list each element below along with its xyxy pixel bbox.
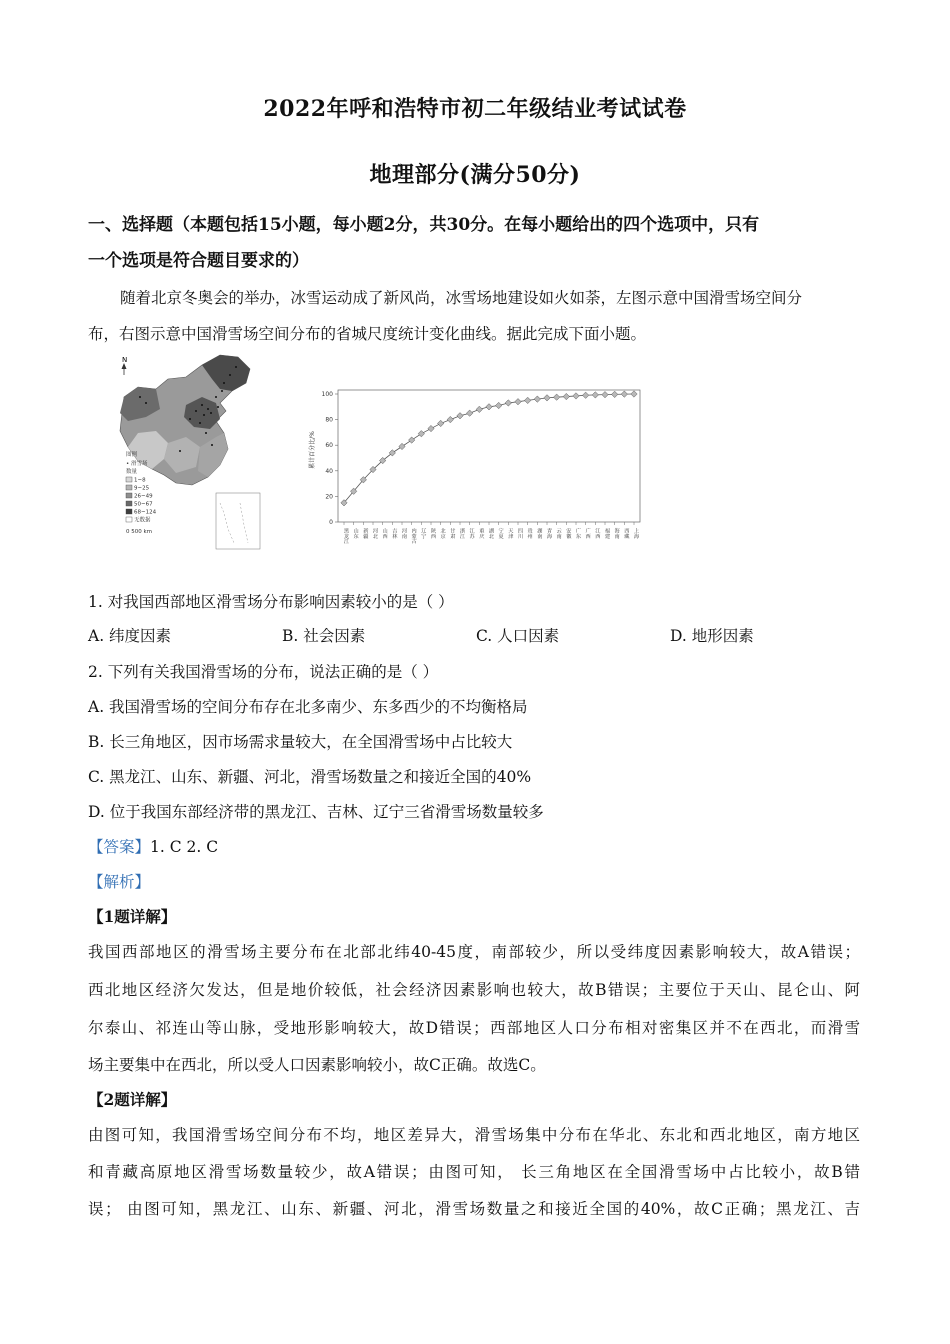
data-point — [515, 398, 521, 404]
detail1-line3: 尔泰山、祁连山等山脉，受地形影响较大，故D错误；西部地区人口分布相对密集区并不在西北，而滑雪 — [88, 1019, 860, 1037]
x-tick-label: 湖北 — [488, 528, 494, 539]
data-point — [466, 410, 472, 416]
detail2-line3: 误； 由图可知，黑龙江、山东、新疆、河北，滑雪场数量之和接近全国的40%，故C正确；黑龙江、吉 — [88, 1200, 860, 1218]
x-tick-label: 山西 — [381, 528, 388, 539]
q2-option-d: D. 位于我国东部经济带的黑龙江、吉林、辽宁三省滑雪场数量较多 — [88, 803, 544, 821]
x-tick-label: 上海 — [633, 528, 639, 539]
x-tick-label: 海南 — [613, 528, 620, 539]
detail2-line1: 由图可知，我国滑雪场空间分布不均，地区差异大，滑雪场集中分布在华北、东北和西北地区，南方地区 — [88, 1126, 860, 1144]
legend-label: 26~49 — [134, 493, 153, 500]
x-tick-label: 贵州 — [526, 528, 533, 539]
x-tick-label: 江苏 — [468, 528, 475, 539]
data-point — [505, 400, 511, 406]
detail1-line2: 西北地区经济欠发达，但是地价较低，社会经济因素影响也较大，故B错误；主要位于天山、昆仑山、阿 — [88, 981, 860, 999]
north-arrow — [122, 356, 128, 375]
q1-option-c: C. 人口因素 — [476, 627, 560, 645]
q1-option-b: B. 社会因素 — [282, 627, 366, 645]
data-point — [399, 443, 405, 449]
legend-label: 50~67 — [134, 501, 153, 508]
data-point — [631, 391, 637, 397]
legend-swatch — [126, 493, 132, 498]
section-heading-line1: 一、选择题（本题包括15小题，每小题2分，共30分。在每小题给出的四个选项中，只有 — [88, 215, 760, 235]
q2-stem: 2. 下列有关我国滑雪场的分布，说法正确的是（ ） — [88, 663, 439, 681]
data-point — [437, 420, 443, 426]
x-tick-label: 北京 — [439, 528, 446, 539]
data-point — [408, 437, 414, 443]
data-point — [611, 391, 617, 397]
q2-option-b: B. 长三角地区，因市场需求量较大，在全国滑雪场中占比较大 — [88, 733, 513, 751]
analysis-tag: 【解析】 — [88, 873, 151, 891]
answer-tag: 【答案】 — [88, 838, 151, 856]
detail2-tag: 【2题详解】 — [88, 1090, 177, 1109]
legend-label: 1~8 — [134, 477, 146, 484]
data-point — [495, 402, 501, 408]
q2-option-a: A. 我国滑雪场的空间分布存在北多南少、东多西少的不均衡格局 — [88, 698, 528, 716]
legend-label: 68~124 — [134, 509, 157, 516]
y-tick-label: 80 — [325, 416, 333, 424]
x-tick-label: 广西 — [584, 528, 591, 539]
x-tick-label: 西藏 — [623, 528, 630, 539]
x-tick-label: 宁夏 — [497, 528, 504, 539]
x-tick-label: 重庆 — [478, 528, 485, 539]
x-tick-label: 安徽 — [565, 528, 572, 539]
data-point — [428, 425, 434, 431]
north-label: N — [122, 356, 128, 364]
data-point — [534, 396, 540, 402]
q1-option-d: D. 地形因素 — [670, 627, 754, 645]
x-tick-label: 湖南 — [536, 528, 543, 539]
x-tick-label: 黑龙江 — [343, 528, 349, 544]
x-tick-label: 吉林 — [391, 528, 398, 539]
section-heading-line2: 一个选项是符合题目要求的） — [88, 251, 309, 271]
cumulative-chart — [300, 380, 650, 555]
answer-text: 1. C 2. C — [150, 838, 219, 856]
exam-subtitle: 地理部分(满分50分) — [369, 162, 581, 188]
data-point — [457, 413, 463, 419]
answer-line — [88, 835, 218, 857]
x-tick-label: 四川 — [517, 528, 523, 539]
q1-option-a: A. 纬度因素 — [88, 627, 172, 645]
data-point — [476, 406, 482, 412]
q1-options — [88, 624, 868, 646]
x-tick-label: 内蒙古 — [410, 528, 417, 544]
y-tick-label: 100 — [321, 391, 333, 398]
legend-swatch — [126, 501, 132, 506]
intro-line2: 布，右图示意中国滑雪场空间分布的省城尺度统计变化曲线。据此完成下面小题。 — [88, 325, 647, 343]
legend-label: 9~25 — [134, 485, 150, 492]
map-scale: 0 500 km — [126, 529, 153, 535]
legend-title: 图例 — [126, 452, 138, 458]
q2-option-c: C. 黑龙江、山东、新疆、河北，滑雪场数量之和接近全国的40% — [88, 768, 532, 786]
data-point — [447, 416, 453, 422]
data-point — [486, 404, 492, 410]
x-tick-label: 浙江 — [459, 528, 465, 539]
detail1-tag: 【1题详解】 — [88, 907, 177, 926]
legend-swatch — [126, 509, 132, 514]
legend-label: 无数据 — [134, 517, 151, 524]
data-point — [544, 395, 550, 401]
legend-swatch — [126, 517, 132, 522]
y-tick-label: 40 — [325, 467, 333, 475]
chart-ylabel: 累计百分比/% — [309, 431, 316, 469]
detail2-line2: 和青藏高原地区滑雪场数量较少，故A错误；由图可知， 长三角地区在全国滑雪场中占比较小，故B错 — [88, 1163, 860, 1181]
legend-point: • 滑雪场 — [126, 461, 148, 467]
x-tick-label: 云南 — [555, 528, 562, 539]
data-point — [418, 430, 424, 436]
x-tick-label: 辽宁 — [420, 528, 427, 539]
x-tick-label: 江西 — [594, 528, 601, 539]
x-tick-label: 青海 — [546, 528, 552, 539]
data-point — [602, 391, 608, 397]
x-tick-label: 福建 — [604, 528, 610, 539]
data-point — [573, 393, 579, 399]
data-point — [621, 391, 627, 397]
detail1-line1: 我国西部地区的滑雪场主要分布在北部北纬40-45度，南部较少，所以受纬度因素影响较大，故A错误； — [88, 943, 860, 961]
data-point — [592, 392, 598, 398]
x-tick-label: 天津 — [507, 528, 514, 539]
y-tick-label: 60 — [325, 442, 333, 450]
x-tick-label: 河南 — [401, 528, 407, 539]
detail1-line4: 场主要集中在西北，所以受人口因素影响较小，故C正确。故选C。 — [88, 1056, 546, 1074]
x-tick-label: 广东 — [575, 528, 581, 539]
exam-title: 2022年呼和浩特市初二年级结业考试试卷 — [263, 96, 687, 122]
x-tick-label: 甘肃 — [449, 528, 456, 539]
ski-resort-map — [116, 353, 264, 553]
x-tick-label: 新疆 — [362, 528, 369, 539]
data-point — [553, 394, 559, 400]
q1-stem: 1. 对我国西部地区滑雪场分布影响因素较小的是（ ） — [88, 593, 454, 611]
data-point — [524, 397, 530, 403]
x-tick-label: 陕西 — [430, 528, 436, 539]
y-tick-label: 20 — [325, 493, 333, 501]
data-point — [563, 393, 569, 399]
x-tick-label: 山东 — [352, 528, 359, 539]
intro-line1: 随着北京冬奥会的举办，冰雪运动成了新风尚，冰雪场地建设如火如荼，左图示意中国滑雪场空间分 — [120, 289, 803, 307]
data-point — [582, 392, 588, 398]
legend-swatch — [126, 477, 132, 482]
x-tick-label: 河北 — [372, 528, 378, 539]
y-tick-label: 0 — [329, 519, 333, 526]
legend-count: 数量 — [126, 469, 138, 475]
legend-swatch — [126, 485, 132, 490]
